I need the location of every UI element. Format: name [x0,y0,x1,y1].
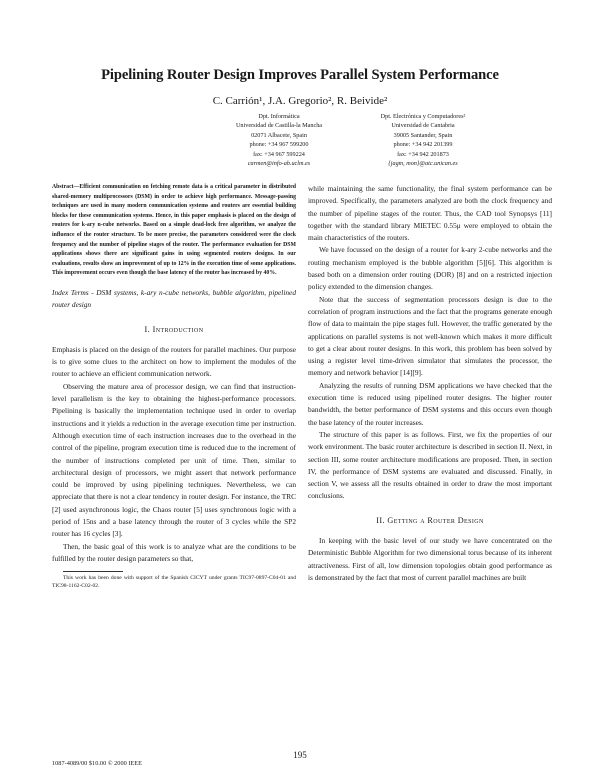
paragraph: Note that the success of segmentation processors design is due to the correlation of program instructions and the fact that the programs generate enough flow of data to maintain the pipe stages full. However, the traffic generated by the applications on parallel systems is not well-known which makes it more difficult to get a clear about router designs. In this work, this problem has been solved by using a register level time-driven simulator that simulates the processor, the memory and network behavior [14][9]. [308,294,552,378]
paper-title: Pipelining Router Design Improves Parallel System Performance [101,67,499,83]
left-column [52,183,296,590]
affil-right-line: fax: +34 942 201873 [397,150,449,158]
paragraph: We have focussed on the design of a router for k-ary 2-cube networks and the routing mechanism employed is the bubble algorithm [5][6]. This algorithm is based both on a dimension order routing (DOR) [8] and on a restricted injection policy extended to the dimension changes. [308,245,552,292]
right-column [308,183,552,584]
affil-right-email: {jagm, mon}@atc.unican.es [388,160,458,168]
affil-right-line: 39005 Santander, Spain [393,131,453,139]
section-heading-introduction [52,324,296,336]
paragraph: Observing the mature area of processor design, we can find that instruction-level parallelism is the key to obtaining the highest-performance processors. Pipelining is basically the implementation technique used in order to overlap instructions and it yields a reduction in the average execution time per instruction. Although execution time of each instruction increases due to the overhead in the control of the pipeline, program execution time is reduced due to the increment of the number of instructions completed per unit of time. Then, similar to architectural design of processors, we might assert that network performance could be improved by using pipelining techniques. Nevertheless, we can appreciate that there is not a clear tendency in router design. For instance, the TRC [2] used asynchronous logic, the Chaos router [5] uses synchronous logic with a period of 15ns and a base latency through the router of 3 cycles while the SP2 router has 16 cycles [3]. [52,381,296,539]
footnote-divider [63,571,123,572]
section-heading-getting-router-design [308,515,552,527]
paragraph: Then, the basic goal of this work is to analyze what are the conditions to be fulfilled by the router design parameters so that, [52,541,296,563]
affil-left-line: 02071 Albacete, Spain [251,131,307,139]
affil-left-line: Universidad de Castilla-la Mancha [235,122,323,130]
paragraph: Emphasis is placed on the design of the routers for parallel machines. Our purpose is to give some clues to the architect on how to implement the modules of the router to achieve an efficient communication network. [52,344,296,379]
copyright-line: 1087-4089/00 $10.00 © 2000 IEEE [52,760,142,767]
section-title: Getting a Router Design [387,515,484,525]
affil-right-line: Universidad de Cantabria [391,122,455,130]
funding-footnote: This work has been done with support of the Spanish CICYT under grants TIC97-0897-C04-01 and TIC98-1162-C02-02. [52,575,296,589]
section-number: II. [376,515,385,525]
affil-left-line: Dpt. Informática [258,113,300,120]
paragraph: Analyzing the results of running DSM applications we have checked that the execution time is reduced using pipelined router designs. The higher router bandwidth, the better performance of DSM systems and this occurs even though the base latency of the router increases. [308,380,552,427]
index-terms: Index Terms - DSM systems, k-ary n-cube networks, bubble algorithm, pipelined router design [52,287,296,310]
author-line: C. Carrión¹, J.A. Gregorio², R. Beivide² [212,95,388,107]
section-number: I. [144,324,151,334]
affil-right-line: phone: +34 942 201399 [393,141,453,149]
paragraph: In keeping with the basic level of our study we have concentrated on the Deterministic Bubble Algorithm for two dimensional torus because of its inherent attractiveness. First of all, low dimension topologies obtain good performance as is demonstrated by the fact that most of current parallel machines are built [308,536,552,582]
affil-left-line: fax: +34 967 599224 [253,150,305,158]
paragraph: The structure of this paper is as follows. First, we fix the properties of our work environment. The basic router architecture is described in section II. Next, in section III, some router architecture modifications are proposed. Then, in section IV, the performance of DSM systems are evaluated and discussed. Finally, in section V, we assess all the results obtained in order to draw the most important conclusions. [308,429,552,501]
section-title: Introduction [152,324,204,334]
affil-left-email: carmen@info-ab.uclm.es [247,160,311,168]
abstract: Abstract—Efficient communication on fetching remote data is a critical parameter in distributed shared-memory multiprocessors (DSM) in order to achieve high performance. Message-passing techniques are used in many modern communication systems and routers are essential building blocks for these communication systems. Hence, in this paper emphasis is placed on the design of routers for k-ary n-cube networks. Based on a simple dead-lock free algorithm, we analyze the influence of the router structure. To be more precise, the parameters considered were the clock frequency and the number of pipeline stages of the router. The performance evaluation for DSM applications shows there are significant gains in using segmented routers designs. In our evaluations, results show an improvement of up to 12% in the execution time of some applications. This improvement occurs even though the base latency of the router has increased by 40%. [52,184,296,277]
page-number: 195 [293,750,307,760]
affil-right-line: Dpt. Electrónica y Computadores² [380,113,466,120]
affiliation-right [308,112,538,168]
paragraph: while maintaining the same functionality, the final system performance can be improved. Specifically, the parameters analyzed are both the clock frequency and the number of pipeline stages of the router. Thus, the CAD tool Synopsys [11] together with the standard library MIETEC 0.55μ were employed to obtain the main characteristics of the routers. [308,184,552,243]
affil-left-line: phone: +34 967 599200 [249,141,309,149]
